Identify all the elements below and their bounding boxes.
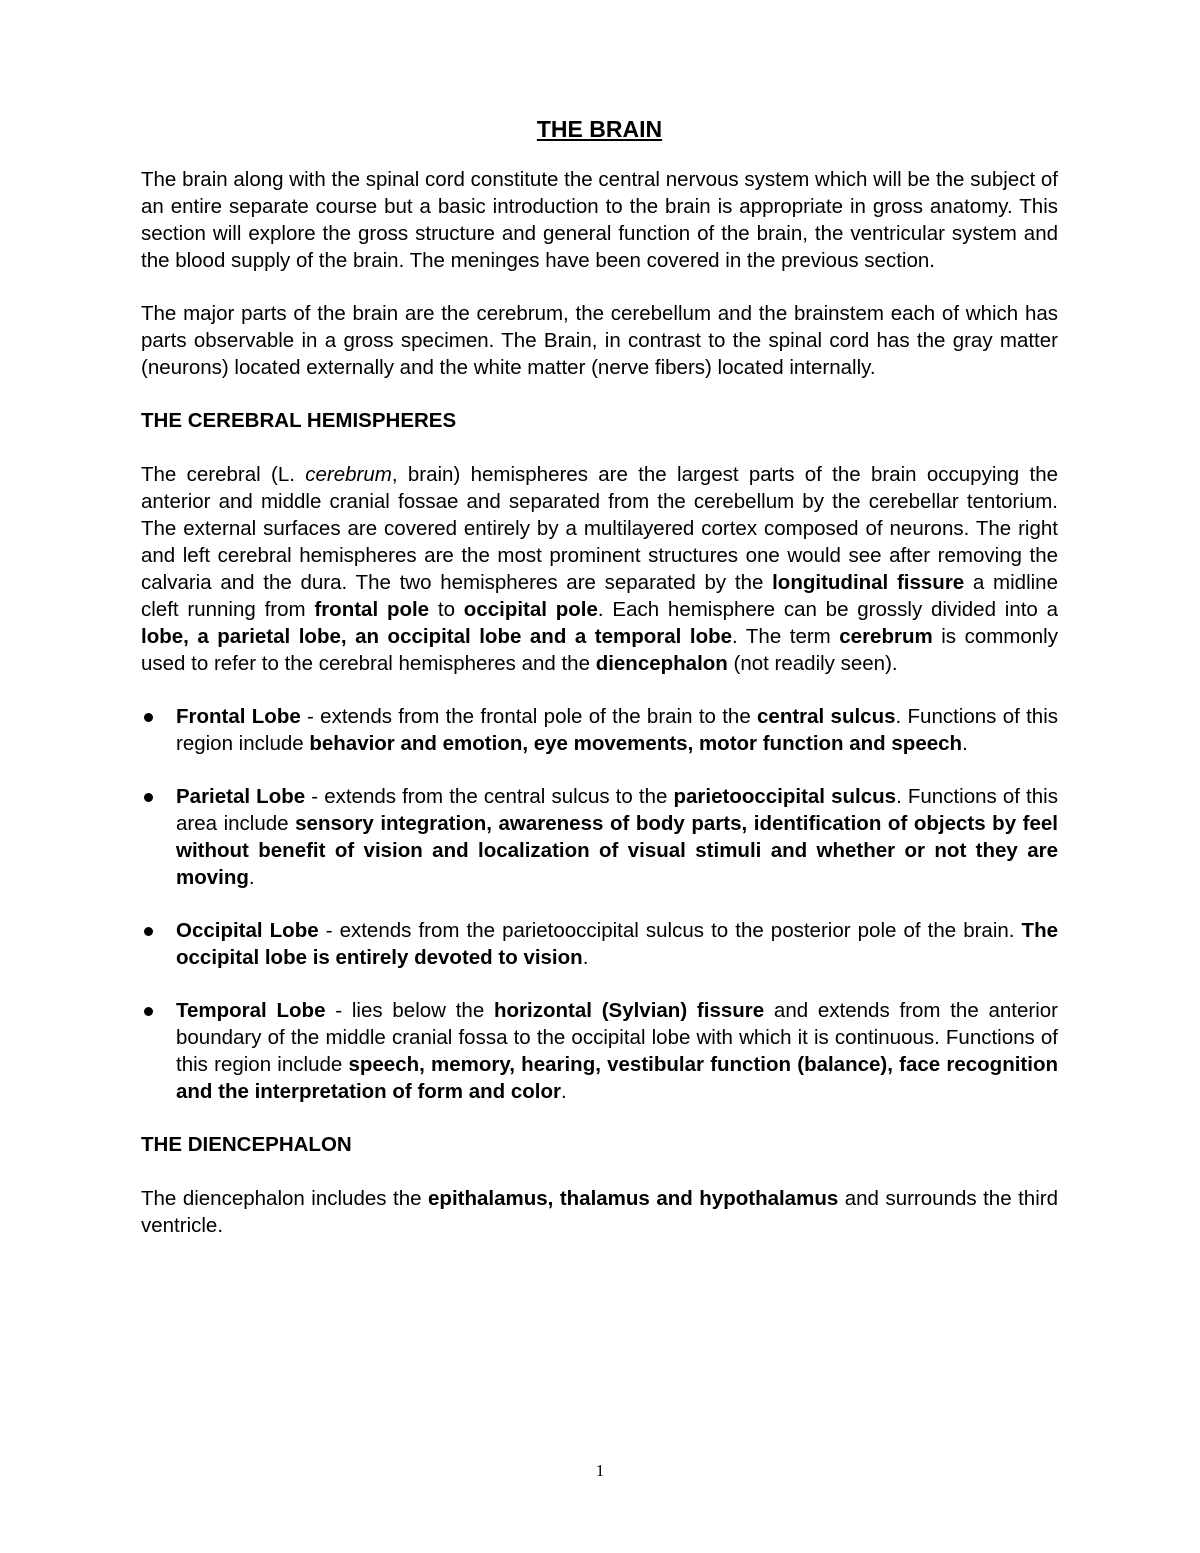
bold-text: Temporal Lobe [176,999,326,1022]
list-item [141,917,1058,971]
bold-text: speech, memory, hearing, vestibular function (balance), face recognition and the interpretation of form and color [176,1053,1058,1103]
list-item-text [176,917,1058,971]
text-run: . Each hemisphere can be grossly divided into a [597,598,1059,621]
bullet-icon [144,713,153,722]
text-run: The cerebral (L. [141,463,306,486]
text-run: and surrounds the third ventricle. [141,1187,1058,1237]
text-run: . Functions of this region include [176,705,1058,755]
text-run: and extends from the anterior boundary of the middle cranial fossa to the occipital lobe with which it is continuous. Functions of this region include [176,999,1059,1076]
list-item [141,783,1058,891]
intro-section [141,166,1058,381]
intro-paragraph [141,166,1058,274]
section-paragraph [141,461,1058,677]
bold-text: Parietal Lobe [176,785,306,808]
section [141,1131,1058,1239]
text-run: . [560,1080,567,1103]
text-run: The brain along with the spinal cord constitute the central nervous system which will be the subject of an entire separate course but a basic introduction to the brain is appropriate in gross anatomy. This section will explore the gross structure and general function of the brain, the ventricular system and the blood supply of the brain. The meninges have been covered in the previous section. [141,168,1058,272]
bold-text: Occipital Lobe [176,919,319,942]
text-run: - extends from the frontal pole of the brain to the [300,705,758,728]
text-run: . The term [732,625,840,648]
bold-text: The occipital lobe is entirely devoted to vision [176,919,1058,969]
sections-container [141,407,1058,1239]
bold-text: central sulcus [757,705,896,728]
bold-text: Frontal Lobe [176,705,301,728]
text-run: - lies below the [325,999,494,1022]
text-run: The diencephalon includes the [141,1187,429,1210]
list-item [141,997,1058,1105]
bold-text: longitudinal fissure [772,571,965,594]
section-heading: THE DIENCEPHALON [141,1133,352,1156]
text-run: a midline cleft running from [141,571,1058,621]
text-run: is commonly used to refer to the cerebral hemispheres and the [141,625,1058,675]
text-run: - extends from the central sulcus to the [305,785,674,808]
lobe-list [141,703,1058,1105]
text-run: . [248,866,255,889]
italic-text: cerebrum [305,463,392,486]
text-run: (not readily seen). [727,652,898,675]
bold-text: parietooccipital sulcus [673,785,897,808]
text-run: . [582,946,589,969]
bold-text: sensory integration, awareness of body parts, identification of objects by feel without benefit of vision and localization of visual stimuli and whether or not they are moving [176,812,1058,889]
text-run: . [962,732,968,755]
page-number: 1 [595,1461,605,1480]
bold-text: epithalamus, thalamus and hypothalamus [428,1187,839,1210]
page-title: THE BRAIN [536,116,663,142]
bold-text: diencephalon [595,652,728,675]
section [141,407,1058,1105]
bullet-icon [144,1007,153,1016]
bold-text: lobe, a parietal lobe, an occipital lobe and a temporal lobe [141,625,733,648]
section-paragraph [141,1185,1058,1239]
section-heading: THE CEREBRAL HEMISPHERES [141,409,457,432]
text-run: - extends from the parietooccipital sulcus to the posterior pole of the brain. [318,919,1022,942]
bold-text: occipital pole [463,598,598,621]
text-run: . Functions of this area include [176,785,1058,835]
bullet-icon [144,793,153,802]
list-item-text [176,703,1058,757]
bullet-icon [144,927,153,936]
bold-text: horizontal (Sylvian) fissure [494,999,765,1022]
text-run: to [429,598,464,621]
bold-text: cerebrum [839,625,933,648]
bold-text: behavior and emotion, eye movements, motor function and speech [309,732,963,755]
list-item-text [176,997,1058,1105]
list-item [141,703,1058,757]
bold-text: frontal pole [314,598,430,621]
intro-paragraph [141,300,1058,381]
text-run: , brain) hemispheres are the largest parts of the brain occupying the anterior and middle cranial fossae and separated from the cerebellum by the cerebellar tentorium. The external surfaces are covered entirely by a multilayered cortex composed of neurons. The right and left cerebral hemispheres are the most prominent structures one would see after removing the calvaria and the dura. The two hemispheres are separated by the [141,463,1059,594]
document-body [141,112,1058,1265]
text-run: The major parts of the brain are the cerebrum, the cerebellum and the brainstem each of which has parts observable in a gross specimen. The Brain, in contrast to the spinal cord has the gray matter (neurons) located externally and the white matter (nerve fibers) located internally. [141,302,1058,379]
list-item-text [176,783,1058,891]
